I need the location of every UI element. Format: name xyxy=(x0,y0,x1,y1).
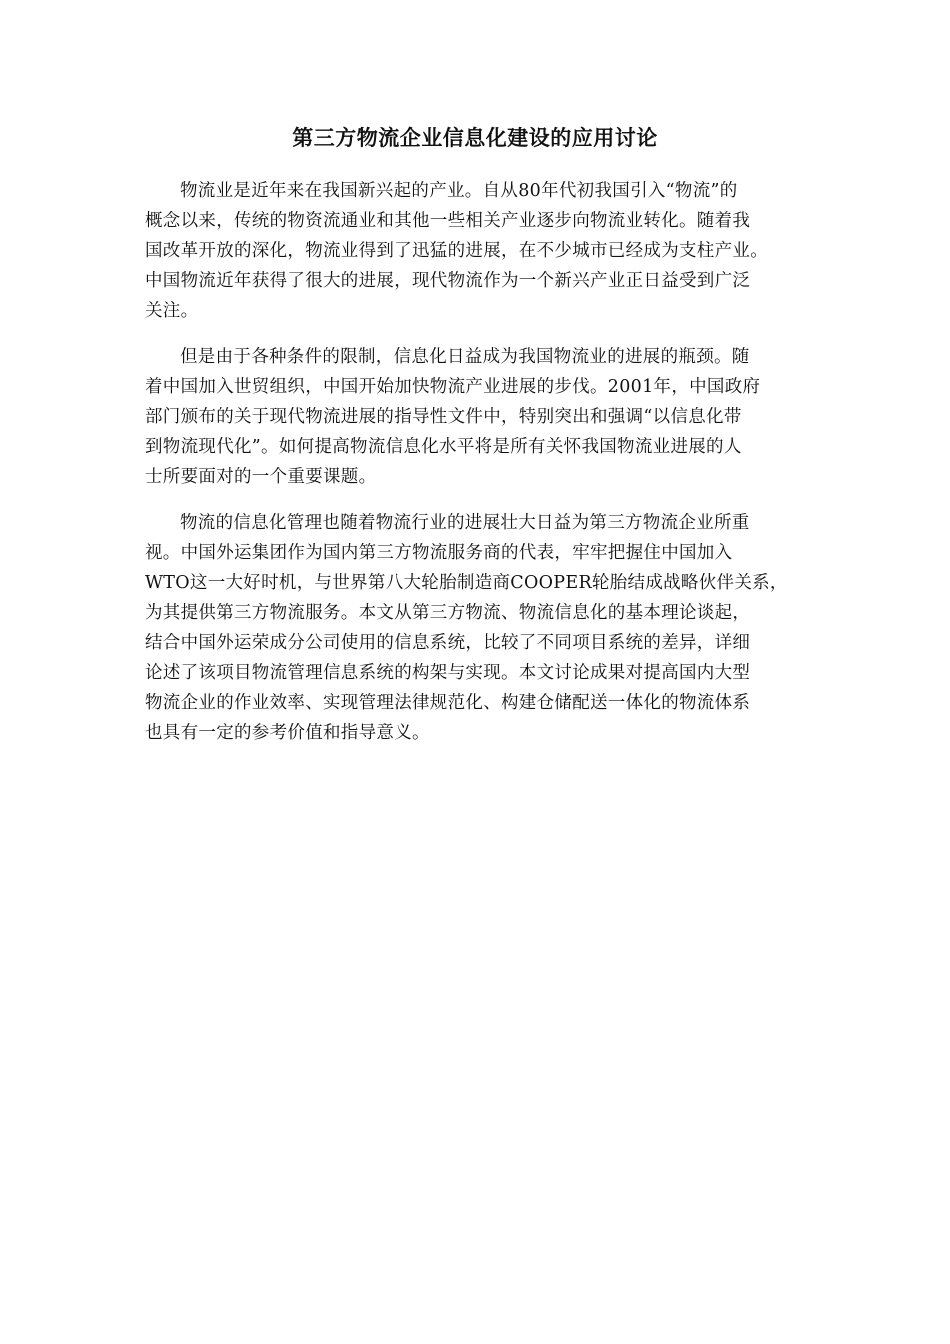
paragraph-line: 部门颁布的关于现代物流进展的指导性文件中，特别突出和强调“以信息化带 xyxy=(145,407,742,427)
paragraph-line: 国改革开放的深化，物流业得到了迅猛的进展，在不少城市已经成为支柱产业。 xyxy=(145,241,768,261)
paragraph-line: 着中国加入世贸组织，中国开始加快物流产业进展的步伐。2001年，中国政府 xyxy=(145,377,761,397)
paragraph-line: 物流企业的作业效率、实现管理法律规范化、构建仓储配送一体化的物流体系 xyxy=(145,693,751,713)
paragraph-line: WTO这一大好时机，与世界第八大轮胎制造商COOPER轮胎结成战略伙伴关系， xyxy=(145,573,788,593)
paragraph-line: 士所要面对的一个重要课题。 xyxy=(145,467,377,487)
paragraph-line: 为其提供第三方物流服务。本文从第三方物流、物流信息化的基本理论谈起， xyxy=(145,603,751,623)
paragraph-line: 结合中国外运荣成分公司使用的信息系统，比较了不同项目系统的差异，详细 xyxy=(145,633,751,653)
paragraph-line: 到物流现代化”。如何提高物流信息化水平将是所有关怀我国物流业进展的人 xyxy=(145,437,742,457)
paragraph-1 xyxy=(145,176,800,326)
paragraph-line: 物流的信息化管理也随着物流行业的进展壮大日益为第三方物流企业所重 xyxy=(180,513,750,533)
paragraph-line: 论述了该项目物流管理信息系统的构架与实现。本文讨论成果对提高国内大型 xyxy=(145,663,751,683)
paragraph-2 xyxy=(145,342,800,492)
paragraph-line: 物流业是近年来在我国新兴起的产业。自从80年代初我国引入“物流”的 xyxy=(180,181,738,201)
paragraph-line: 中国物流近年获得了很大的进展，现代物流作为一个新兴产业正日益受到广泛 xyxy=(145,271,751,291)
paragraph-3 xyxy=(145,508,800,748)
paragraph-line: 也具有一定的参考价值和指导意义。 xyxy=(145,723,430,743)
paragraph-line: 关注。 xyxy=(145,301,199,321)
paragraph-line: 概念以来，传统的物资流通业和其他一些相关产业逐步向物流业转化。随着我 xyxy=(145,211,751,231)
paragraph-line: 视。中国外运集团作为国内第三方物流服务商的代表，牢牢把握住中国加入 xyxy=(145,543,733,563)
document-body xyxy=(145,176,800,764)
document-title: 第三方物流企业信息化建设的应用讨论 xyxy=(292,125,658,150)
paragraph-line: 但是由于各种条件的限制，信息化日益成为我国物流业的进展的瓶颈。随 xyxy=(180,347,750,367)
